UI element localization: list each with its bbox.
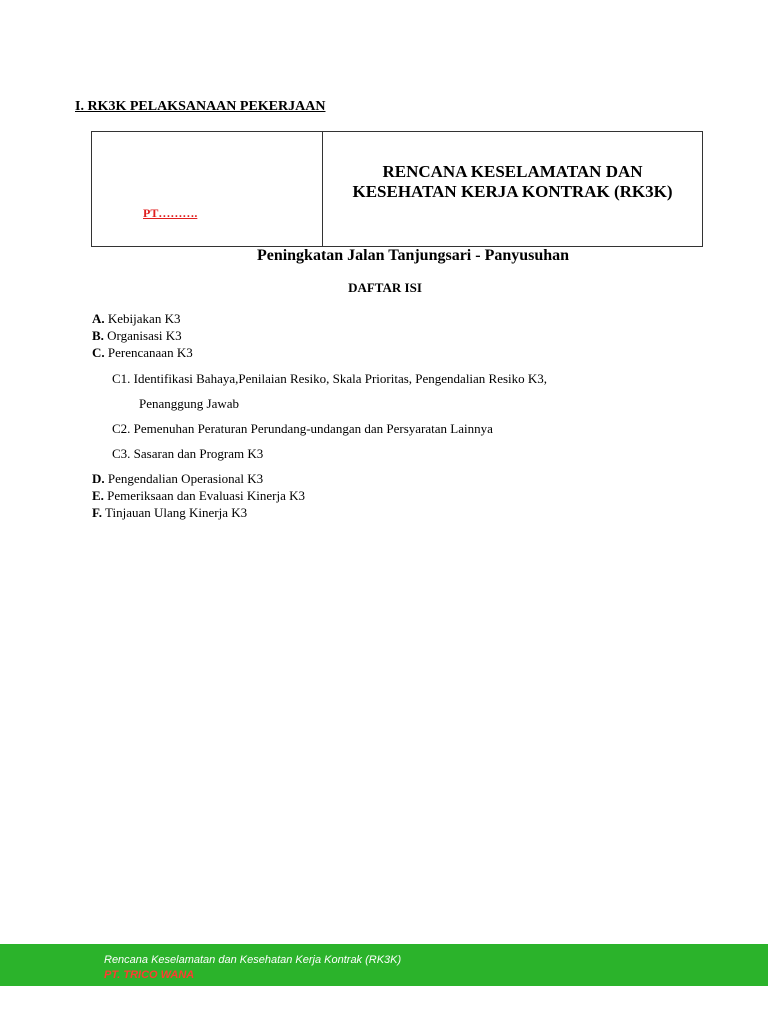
toc-item-b — [92, 328, 182, 344]
project-name: Peningkatan Jalan Tanjungsari - Panyusuhan — [256, 247, 570, 264]
toc-item-letter: F. — [92, 505, 102, 520]
document-title-line1: RENCANA KESELAMATAN DAN — [382, 162, 643, 181]
toc-item-text: Kebijakan K3 — [104, 311, 181, 326]
title-cell — [323, 132, 702, 246]
toc-item-c — [92, 345, 193, 361]
footer-bar — [0, 944, 768, 986]
toc-item-letter: E. — [92, 488, 104, 503]
toc-item-f — [92, 505, 247, 521]
toc-item-letter: A. — [92, 311, 105, 326]
toc-item-text: Pemeriksaan dan Evaluasi Kinerja K3 — [103, 488, 305, 503]
footer-company-name: PT. TRICO WANA — [104, 969, 195, 981]
toc-item-text: Organisasi K3 — [103, 328, 182, 343]
company-placeholder: PT………. — [143, 206, 198, 220]
toc-item-text: Pengendalian Operasional K3 — [104, 471, 264, 486]
toc-title: DAFTAR ISI — [348, 280, 422, 295]
toc-subitem-c1-cont — [139, 396, 239, 412]
toc-item-d — [92, 471, 263, 487]
document-title-line2: KESEHATAN KERJA KONTRAK (RK3K) — [352, 182, 673, 201]
toc-subitem-c2 — [112, 421, 493, 437]
toc-item-letter: D. — [92, 471, 105, 486]
toc-subitem-text: C2. Pemenuhan Peraturan Perundang-undangan dan Persyaratan Lainnya — [112, 421, 493, 436]
toc-subitem-c1 — [112, 371, 547, 387]
section-heading: I. RK3K PELAKSANAAN PEKERJAAN — [75, 99, 326, 114]
toc-subitem-c3 — [112, 446, 263, 462]
toc-item-text: Perencanaan K3 — [104, 345, 193, 360]
toc-item-letter: C. — [92, 345, 105, 360]
toc-subitem-text: C3. Sasaran dan Program K3 — [112, 446, 264, 461]
footer-document-title: Rencana Keselamatan dan Kesehatan Kerja Kontrak (RK3K) — [104, 954, 402, 966]
logo-cell — [92, 132, 323, 246]
toc-subitem-text: C1. Identifikasi Bahaya,Penilaian Resiko, Skala Prioritas, Pengendalian Resiko K3, — [112, 371, 548, 386]
toc-item-e — [92, 488, 305, 504]
toc-item-a — [92, 311, 180, 327]
toc-item-text: Tinjauan Ulang Kinerja K3 — [102, 505, 248, 520]
document-title — [333, 162, 693, 202]
header-table — [91, 131, 703, 247]
toc-item-letter: B. — [92, 328, 104, 343]
toc-subitem-text: Penanggung Jawab — [139, 396, 240, 411]
